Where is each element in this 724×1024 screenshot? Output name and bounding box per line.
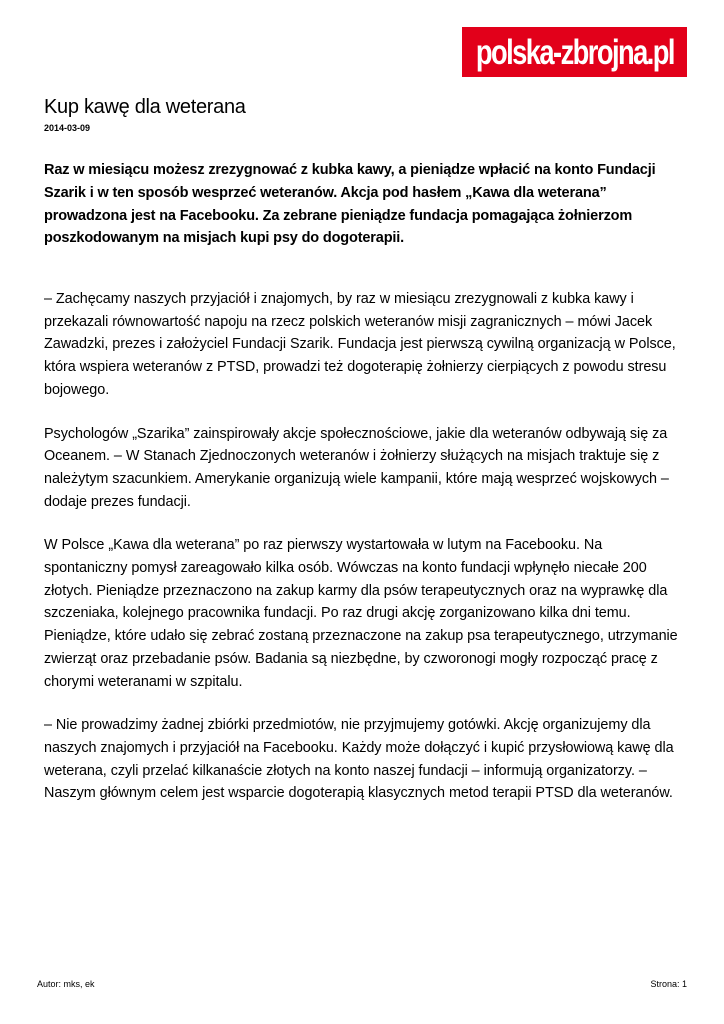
article-title: Kup kawę dla weterana <box>44 96 246 118</box>
site-logo-text: polska-zbrojna.pl <box>475 32 674 72</box>
article-body <box>44 288 684 826</box>
article-paragraph: W Polsce „Kawa dla weterana” po raz pierwszy wystartowała w lutym na Facebooku. Na spontaniczny pomysł zareagowało kilka osób. Wówczas na konto fundacji wpłynęło niecałe 200 złotych. Pieniądze przeznaczono na zakup karmy dla psów terapeutycznych oraz na wyprawkę dla szczeniaka, kolejnego pracownika fundacji. Po raz drugi akcję zorganizowano kilka dni temu. Pieniądze, które udało się zebrać zostaną przeznaczone na zakup psa terapeutycznego, utrzymanie zwierząt oraz przebadanie psów. Badania są niezbędne, by czworonogi mogły rozpocząć pracę z chorymi weteranami w szpitalu. <box>44 537 678 690</box>
footer-page-number: Strona: 1 <box>650 979 687 989</box>
article-paragraph: – Zachęcamy naszych przyjaciół i znajomych, by raz w miesiącu zrezygnowali z kubka kawy i przekazali równowartość napoju na rzecz polskich weteranów misji zagranicznych – mówi Jacek Zawadzki, prezes i założyciel Fundacji Szarik. Fundacja jest pierwszą cywilną organizacją w Polsce, która wspiera weteranów z PTSD, prowadzi też dogoterapię żołnierzy cierpiących z powodu stresu bojowego. <box>44 291 676 398</box>
article-lead: Raz w miesiącu możesz zrezygnować z kubka kawy, a pieniądze wpłacić na konto Fundacji Szarik i w ten sposób wesprzeć weteranów. Akcja pod hasłem „Kawa dla weterana” prowadzona jest na Facebooku. Za zebrane pieniądze fundacja pomagająca żołnierzom poszkodowanym na misjach kupi psy do dogoterapii. <box>44 162 656 247</box>
article-paragraph: Psychologów „Szarika” zainspirowały akcje społecznościowe, jakie dla weteranów odbywają się za Oceanem. – W Stanach Zjednoczonych weteranów i żołnierzy służących na misjach traktuje się z należytym szacunkiem. Amerykanie organizują wiele kampanii, które mają wesprzeć wojskowych – dodaje prezes fundacji. <box>44 425 669 510</box>
article-paragraph: – Nie prowadzimy żadnej zbiórki przedmiotów, nie przyjmujemy gotówki. Akcję organizujemy dla naszych znajomych i przyjaciół na Facebooku. Każdy może dołączyć i kupić przysłowiową kawę dla weterana, czyli przelać kilkanaście złotych na konto naszej fundacji – informują organizatorzy. – Naszym głównym celem jest wsparcie dogoterapią klasycznych metod terapii PTSD dla weteranów. <box>44 717 674 802</box>
article-date: 2014-03-09 <box>44 123 91 133</box>
site-logo[interactable] <box>462 27 687 77</box>
footer-author: Autor: mks, ek <box>37 979 95 989</box>
